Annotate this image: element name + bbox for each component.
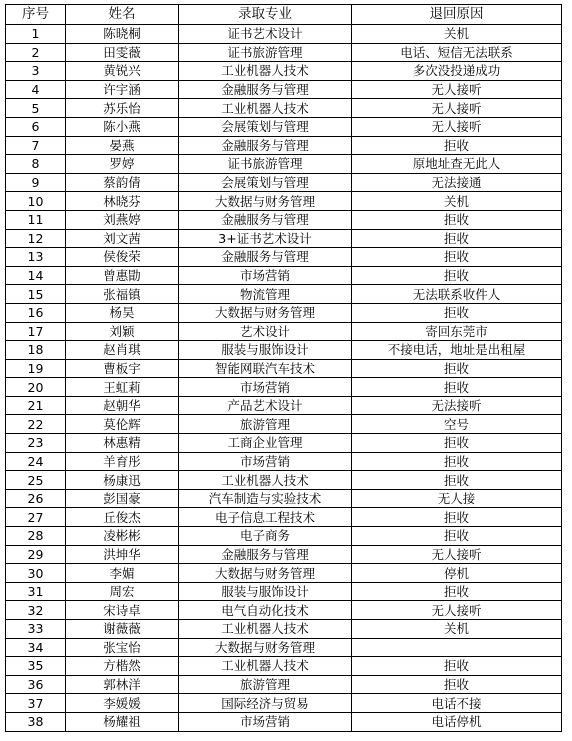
table-row xyxy=(6,415,562,434)
table-row xyxy=(6,712,562,731)
cell-name: 陈小燕 xyxy=(66,117,179,136)
cell-name: 莫伦辉 xyxy=(66,415,179,434)
table-row xyxy=(6,248,562,267)
returned-mail-table xyxy=(5,4,562,732)
cell-reason: 无人接听 xyxy=(352,545,562,564)
cell-num: 7 xyxy=(6,136,66,155)
cell-num: 30 xyxy=(6,564,66,583)
table-row xyxy=(6,173,562,192)
cell-num: 6 xyxy=(6,117,66,136)
cell-name: 杨康迅 xyxy=(66,471,179,490)
table-row xyxy=(6,694,562,713)
cell-num: 3 xyxy=(6,62,66,81)
cell-major: 工业机器人技术 xyxy=(179,99,352,118)
cell-reason: 关机 xyxy=(352,25,562,44)
cell-num: 4 xyxy=(6,80,66,99)
cell-num: 8 xyxy=(6,155,66,174)
cell-num: 11 xyxy=(6,210,66,229)
cell-num: 12 xyxy=(6,229,66,248)
cell-reason: 拒收 xyxy=(352,248,562,267)
cell-major: 艺术设计 xyxy=(179,322,352,341)
cell-major: 大数据与财务管理 xyxy=(179,303,352,322)
returned-mail-table-container xyxy=(5,4,562,732)
table-row xyxy=(6,99,562,118)
table-row xyxy=(6,266,562,285)
table-row xyxy=(6,508,562,527)
cell-major: 工业机器人技术 xyxy=(179,620,352,639)
cell-num: 31 xyxy=(6,582,66,601)
cell-num: 20 xyxy=(6,378,66,397)
cell-name: 侯俊荣 xyxy=(66,248,179,267)
cell-reason: 拒收 xyxy=(352,452,562,471)
table-row xyxy=(6,675,562,694)
table-row xyxy=(6,341,562,360)
cell-major: 金融服务与管理 xyxy=(179,80,352,99)
cell-major: 电子信息工程技术 xyxy=(179,508,352,527)
table-row xyxy=(6,620,562,639)
cell-major: 国际经济与贸易 xyxy=(179,694,352,713)
table-row xyxy=(6,452,562,471)
cell-reason: 关机 xyxy=(352,620,562,639)
cell-name: 王虹莉 xyxy=(66,378,179,397)
cell-major: 金融服务与管理 xyxy=(179,248,352,267)
cell-name: 赵肖琪 xyxy=(66,341,179,360)
cell-major: 3+证书艺术设计 xyxy=(179,229,352,248)
cell-num: 26 xyxy=(6,489,66,508)
cell-reason: 电话不接 xyxy=(352,694,562,713)
cell-reason: 拒收 xyxy=(352,657,562,676)
cell-major: 金融服务与管理 xyxy=(179,136,352,155)
cell-num: 22 xyxy=(6,415,66,434)
header-reason: 退回原因 xyxy=(352,5,562,25)
cell-reason: 寄回东莞市 xyxy=(352,322,562,341)
table-row xyxy=(6,396,562,415)
table-row xyxy=(6,527,562,546)
cell-num: 13 xyxy=(6,248,66,267)
header-num: 序号 xyxy=(6,5,66,25)
cell-name: 陈晓桐 xyxy=(66,25,179,44)
cell-major: 市场营销 xyxy=(179,378,352,397)
cell-major: 电气自动化技术 xyxy=(179,601,352,620)
cell-name: 刘文茜 xyxy=(66,229,179,248)
table-row xyxy=(6,378,562,397)
cell-name: 杨耀祖 xyxy=(66,712,179,731)
cell-major: 电子商务 xyxy=(179,527,352,546)
cell-name: 黄锐兴 xyxy=(66,62,179,81)
cell-num: 36 xyxy=(6,675,66,694)
cell-name: 宋诗卓 xyxy=(66,601,179,620)
cell-name: 丘俊杰 xyxy=(66,508,179,527)
cell-major: 大数据与财务管理 xyxy=(179,192,352,211)
cell-major: 汽车制造与实验技术 xyxy=(179,489,352,508)
cell-name: 林晓芬 xyxy=(66,192,179,211)
cell-name: 苏乐怡 xyxy=(66,99,179,118)
cell-reason xyxy=(352,638,562,657)
cell-reason: 拒收 xyxy=(352,582,562,601)
cell-reason: 拒收 xyxy=(352,303,562,322)
cell-num: 29 xyxy=(6,545,66,564)
cell-reason: 拒收 xyxy=(352,378,562,397)
cell-num: 2 xyxy=(6,43,66,62)
cell-major: 市场营销 xyxy=(179,452,352,471)
cell-reason: 多次没投递成功 xyxy=(352,62,562,81)
table-row xyxy=(6,657,562,676)
cell-name: 羊育彤 xyxy=(66,452,179,471)
cell-name: 晏燕 xyxy=(66,136,179,155)
cell-reason: 拒收 xyxy=(352,266,562,285)
cell-num: 23 xyxy=(6,434,66,453)
cell-reason: 拒收 xyxy=(352,527,562,546)
cell-num: 10 xyxy=(6,192,66,211)
cell-num: 35 xyxy=(6,657,66,676)
cell-num: 14 xyxy=(6,266,66,285)
cell-major: 市场营销 xyxy=(179,266,352,285)
cell-num: 24 xyxy=(6,452,66,471)
cell-reason: 原地址查无此人 xyxy=(352,155,562,174)
cell-name: 张福镇 xyxy=(66,285,179,304)
cell-reason: 无人接听 xyxy=(352,601,562,620)
cell-num: 33 xyxy=(6,620,66,639)
cell-major: 工业机器人技术 xyxy=(179,62,352,81)
table-row xyxy=(6,582,562,601)
cell-name: 周宏 xyxy=(66,582,179,601)
cell-reason: 拒收 xyxy=(352,675,562,694)
cell-num: 18 xyxy=(6,341,66,360)
cell-num: 16 xyxy=(6,303,66,322)
table-row xyxy=(6,285,562,304)
cell-num: 28 xyxy=(6,527,66,546)
header-major: 录取专业 xyxy=(179,5,352,25)
cell-reason: 拒收 xyxy=(352,136,562,155)
cell-major: 证书旅游管理 xyxy=(179,43,352,62)
header-name: 姓名 xyxy=(66,5,179,25)
cell-name: 杨昊 xyxy=(66,303,179,322)
cell-name: 赵朝华 xyxy=(66,396,179,415)
table-row xyxy=(6,601,562,620)
table-row xyxy=(6,545,562,564)
cell-major: 证书艺术设计 xyxy=(179,25,352,44)
cell-major: 旅游管理 xyxy=(179,675,352,694)
cell-num: 25 xyxy=(6,471,66,490)
cell-major: 智能网联汽车技术 xyxy=(179,359,352,378)
cell-name: 凌彬彬 xyxy=(66,527,179,546)
table-row xyxy=(6,62,562,81)
cell-major: 服装与服饰设计 xyxy=(179,341,352,360)
cell-num: 27 xyxy=(6,508,66,527)
cell-name: 刘燕婷 xyxy=(66,210,179,229)
table-row xyxy=(6,322,562,341)
cell-reason: 拒收 xyxy=(352,229,562,248)
cell-name: 罗婷 xyxy=(66,155,179,174)
cell-name: 方楷然 xyxy=(66,657,179,676)
cell-name: 林惠精 xyxy=(66,434,179,453)
cell-name: 张宝怡 xyxy=(66,638,179,657)
cell-name: 田雯薇 xyxy=(66,43,179,62)
cell-reason: 电话停机 xyxy=(352,712,562,731)
cell-num: 32 xyxy=(6,601,66,620)
cell-major: 大数据与财务管理 xyxy=(179,638,352,657)
cell-name: 洪坤华 xyxy=(66,545,179,564)
cell-name: 曹板宇 xyxy=(66,359,179,378)
header-row xyxy=(6,5,562,25)
table-row xyxy=(6,489,562,508)
cell-num: 1 xyxy=(6,25,66,44)
cell-reason: 停机 xyxy=(352,564,562,583)
cell-num: 15 xyxy=(6,285,66,304)
cell-reason: 电话、短信无法联系 xyxy=(352,43,562,62)
cell-major: 产品艺术设计 xyxy=(179,396,352,415)
table-row xyxy=(6,434,562,453)
cell-num: 34 xyxy=(6,638,66,657)
table-row xyxy=(6,136,562,155)
table-row xyxy=(6,192,562,211)
cell-major: 会展策划与管理 xyxy=(179,117,352,136)
cell-reason: 拒收 xyxy=(352,471,562,490)
table-row xyxy=(6,229,562,248)
cell-name: 许宇涵 xyxy=(66,80,179,99)
cell-reason: 空号 xyxy=(352,415,562,434)
cell-major: 工业机器人技术 xyxy=(179,471,352,490)
cell-reason: 拒收 xyxy=(352,434,562,453)
table-row xyxy=(6,117,562,136)
cell-num: 38 xyxy=(6,712,66,731)
cell-name: 彭国豪 xyxy=(66,489,179,508)
cell-name: 李媚 xyxy=(66,564,179,583)
cell-num: 21 xyxy=(6,396,66,415)
cell-major: 金融服务与管理 xyxy=(179,545,352,564)
cell-major: 物流管理 xyxy=(179,285,352,304)
table-row xyxy=(6,155,562,174)
cell-name: 谢薇薇 xyxy=(66,620,179,639)
cell-name: 蔡韵倩 xyxy=(66,173,179,192)
cell-major: 大数据与财务管理 xyxy=(179,564,352,583)
table-row xyxy=(6,43,562,62)
cell-major: 市场营销 xyxy=(179,712,352,731)
cell-major: 会展策划与管理 xyxy=(179,173,352,192)
cell-reason: 拒收 xyxy=(352,359,562,378)
cell-reason: 无法接通 xyxy=(352,173,562,192)
table-row xyxy=(6,25,562,44)
cell-major: 证书旅游管理 xyxy=(179,155,352,174)
table-row xyxy=(6,303,562,322)
cell-name: 郭林洋 xyxy=(66,675,179,694)
cell-name: 李媛媛 xyxy=(66,694,179,713)
cell-num: 17 xyxy=(6,322,66,341)
cell-reason: 关机 xyxy=(352,192,562,211)
table-row xyxy=(6,471,562,490)
cell-num: 9 xyxy=(6,173,66,192)
table-body xyxy=(6,25,562,732)
cell-num: 19 xyxy=(6,359,66,378)
cell-reason: 拒收 xyxy=(352,210,562,229)
cell-num: 37 xyxy=(6,694,66,713)
cell-major: 金融服务与管理 xyxy=(179,210,352,229)
cell-reason: 拒收 xyxy=(352,508,562,527)
cell-major: 工商企业管理 xyxy=(179,434,352,453)
cell-reason: 无人接听 xyxy=(352,99,562,118)
cell-name: 曾惠勖 xyxy=(66,266,179,285)
table-row xyxy=(6,564,562,583)
table-row xyxy=(6,359,562,378)
cell-reason: 不接电话，地址是出租屋 xyxy=(352,341,562,360)
cell-num: 5 xyxy=(6,99,66,118)
table-row xyxy=(6,80,562,99)
cell-reason: 无人接听 xyxy=(352,80,562,99)
table-row xyxy=(6,638,562,657)
table-row xyxy=(6,210,562,229)
cell-name: 刘颖 xyxy=(66,322,179,341)
cell-major: 旅游管理 xyxy=(179,415,352,434)
cell-reason: 无法联系收件人 xyxy=(352,285,562,304)
cell-reason: 无人接听 xyxy=(352,117,562,136)
cell-major: 工业机器人技术 xyxy=(179,657,352,676)
cell-reason: 无法接听 xyxy=(352,396,562,415)
cell-major: 服装与服饰设计 xyxy=(179,582,352,601)
cell-reason: 无人接 xyxy=(352,489,562,508)
